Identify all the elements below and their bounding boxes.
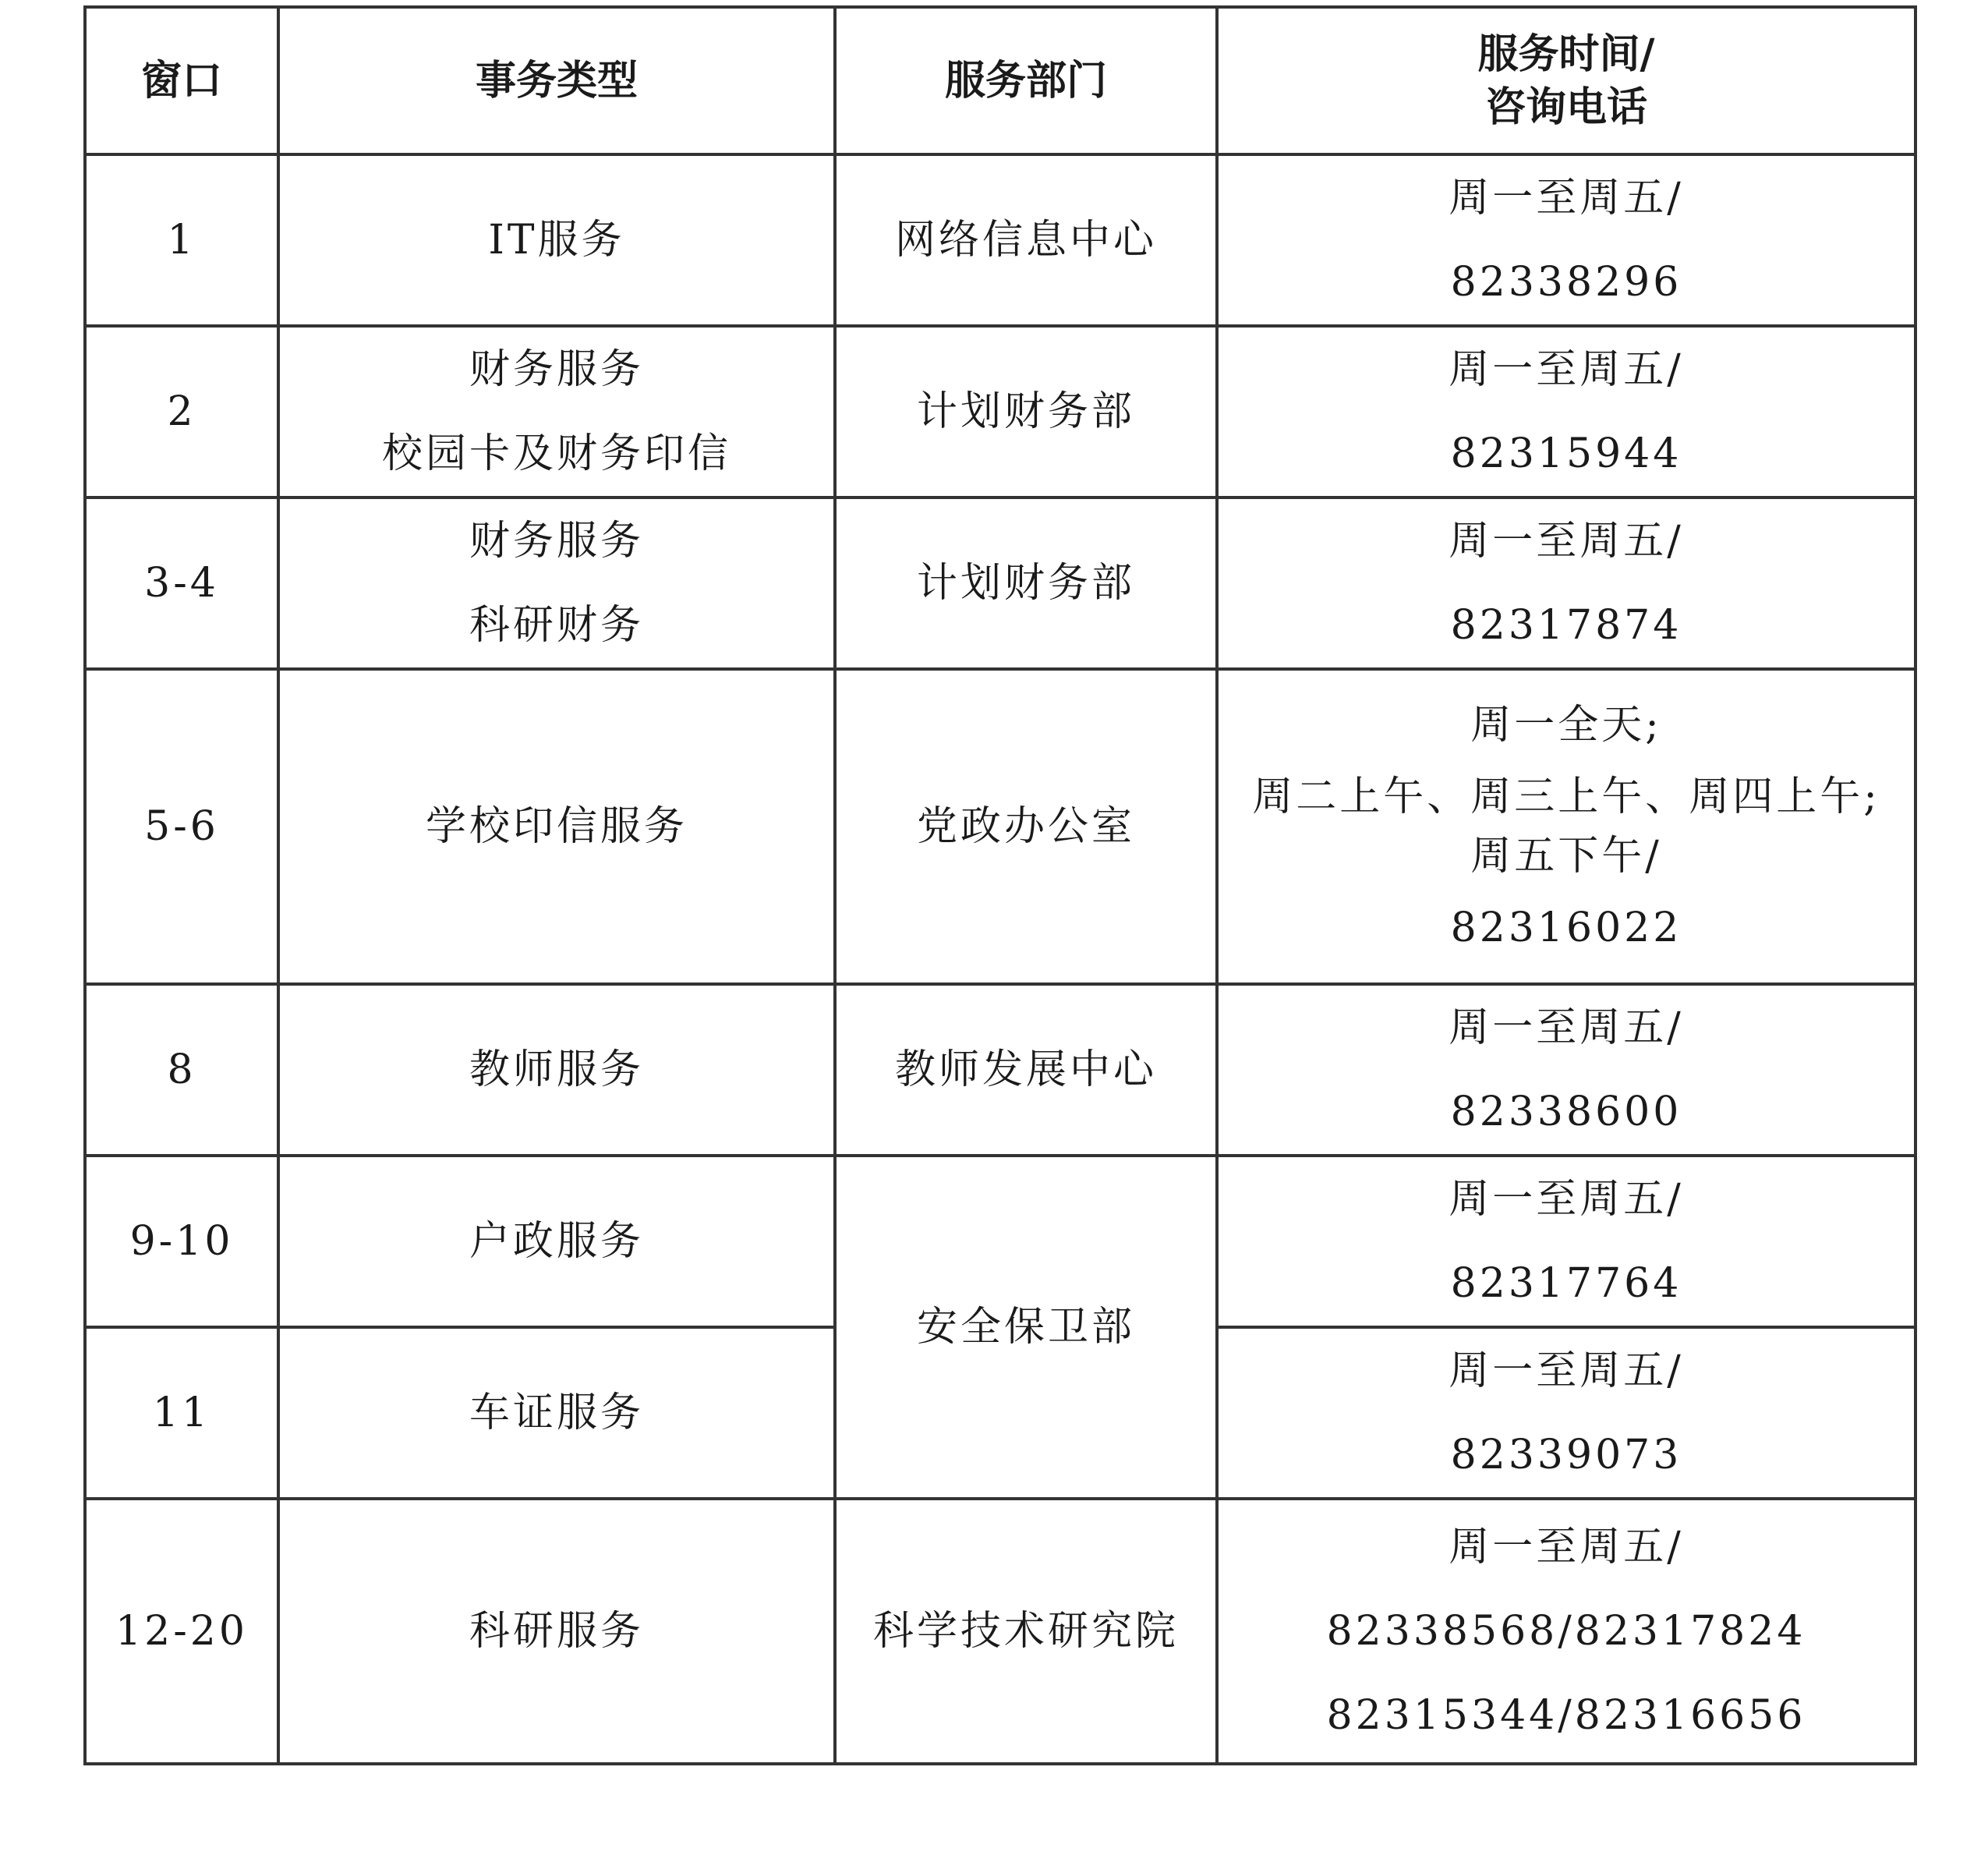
- hours-phone-cell: [1217, 154, 1915, 326]
- hours-phone-cell: [1217, 669, 1915, 984]
- department-cell: 安全保卫部: [835, 1156, 1217, 1499]
- table-header-row: [85, 7, 1915, 154]
- category-line: 科研财务: [469, 602, 644, 649]
- window-cell: 11: [85, 1327, 278, 1499]
- category-line: IT服务: [488, 217, 625, 264]
- phone-line: 82317874: [1450, 602, 1682, 649]
- service-window-table: [83, 5, 1917, 1765]
- window-cell: 8: [85, 984, 278, 1156]
- hours-line: 周一至周五/: [1449, 175, 1684, 221]
- phone-line: 82338600: [1450, 1089, 1682, 1135]
- category-line: 车证服务: [469, 1390, 644, 1436]
- hours-phone-cell: [1217, 984, 1915, 1156]
- category-cell: [278, 984, 835, 1156]
- category-cell: [278, 1499, 835, 1764]
- hours-phone-cell: [1217, 1327, 1915, 1499]
- department-cell: 网络信息中心: [835, 154, 1217, 326]
- category-line: 财务服务: [469, 518, 644, 565]
- category-line: 户政服务: [469, 1218, 644, 1265]
- header-category: 事务类型: [278, 7, 835, 154]
- category-cell: [278, 669, 835, 984]
- hours-phone-cell: [1217, 1499, 1915, 1764]
- hours-line: 周五下午/: [1470, 833, 1662, 880]
- category-cell: [278, 497, 835, 669]
- category-line: 教师服务: [469, 1046, 644, 1093]
- hours-phone-cell: [1217, 497, 1915, 669]
- category-line: 校园卡及财务印信: [381, 430, 731, 477]
- table-row: [85, 1156, 1915, 1327]
- category-cell: [278, 1156, 835, 1327]
- category-line: 科研服务: [469, 1608, 644, 1655]
- category-cell: [278, 154, 835, 326]
- category-cell: [278, 1327, 835, 1499]
- hours-line: 周一至周五/: [1449, 1347, 1684, 1394]
- hours-phone-cell: [1217, 1156, 1915, 1327]
- table-row: [85, 326, 1915, 497]
- window-cell: 1: [85, 154, 278, 326]
- hours-line: 周一至周五/: [1449, 1004, 1684, 1051]
- window-cell: 12-20: [85, 1499, 278, 1764]
- hours-line: 周一至周五/: [1449, 518, 1684, 565]
- phone-line: 82315344/82316656: [1326, 1692, 1806, 1739]
- phone-line: 82316022: [1450, 905, 1682, 951]
- hours-line: 周一至周五/: [1449, 1176, 1684, 1223]
- category-cell: [278, 326, 835, 497]
- window-cell: 9-10: [85, 1156, 278, 1327]
- department-cell: 科学技术研究院: [835, 1499, 1217, 1764]
- table-row: [85, 1499, 1915, 1764]
- table-row: [85, 154, 1915, 326]
- phone-line: 82317764: [1450, 1260, 1682, 1307]
- hours-line: 周一至周五/: [1449, 1524, 1684, 1570]
- table-row: [85, 669, 1915, 984]
- window-cell: 2: [85, 326, 278, 497]
- header-department: 服务部门: [835, 7, 1217, 154]
- department-cell: 计划财务部: [835, 326, 1217, 497]
- header-window: 窗口: [85, 7, 278, 154]
- hours-line: 周一全天;: [1470, 702, 1662, 749]
- table-row: [85, 984, 1915, 1156]
- phone-line: 82315944: [1450, 430, 1682, 477]
- header-hours-phone: [1217, 7, 1915, 154]
- category-line: 财务服务: [469, 346, 644, 393]
- department-cell: 计划财务部: [835, 497, 1217, 669]
- table-row: [85, 497, 1915, 669]
- category-line: 学校印信服务: [425, 803, 688, 850]
- hours-phone-cell: [1217, 326, 1915, 497]
- department-cell: 党政办公室: [835, 669, 1217, 984]
- header-hours-line1: 服务时间/: [1477, 30, 1655, 78]
- hours-line: 周二上午、周三上午、周四上午;: [1252, 774, 1880, 820]
- window-cell: 5-6: [85, 669, 278, 984]
- hours-line: 周一至周五/: [1449, 346, 1684, 393]
- phone-line: 82339073: [1450, 1432, 1682, 1478]
- window-cell: 3-4: [85, 497, 278, 669]
- header-hours-line2: 咨询电话: [1484, 83, 1647, 131]
- department-cell: 教师发展中心: [835, 984, 1217, 1156]
- phone-line: 82338296: [1450, 259, 1682, 306]
- phone-line: 82338568/82317824: [1326, 1608, 1806, 1655]
